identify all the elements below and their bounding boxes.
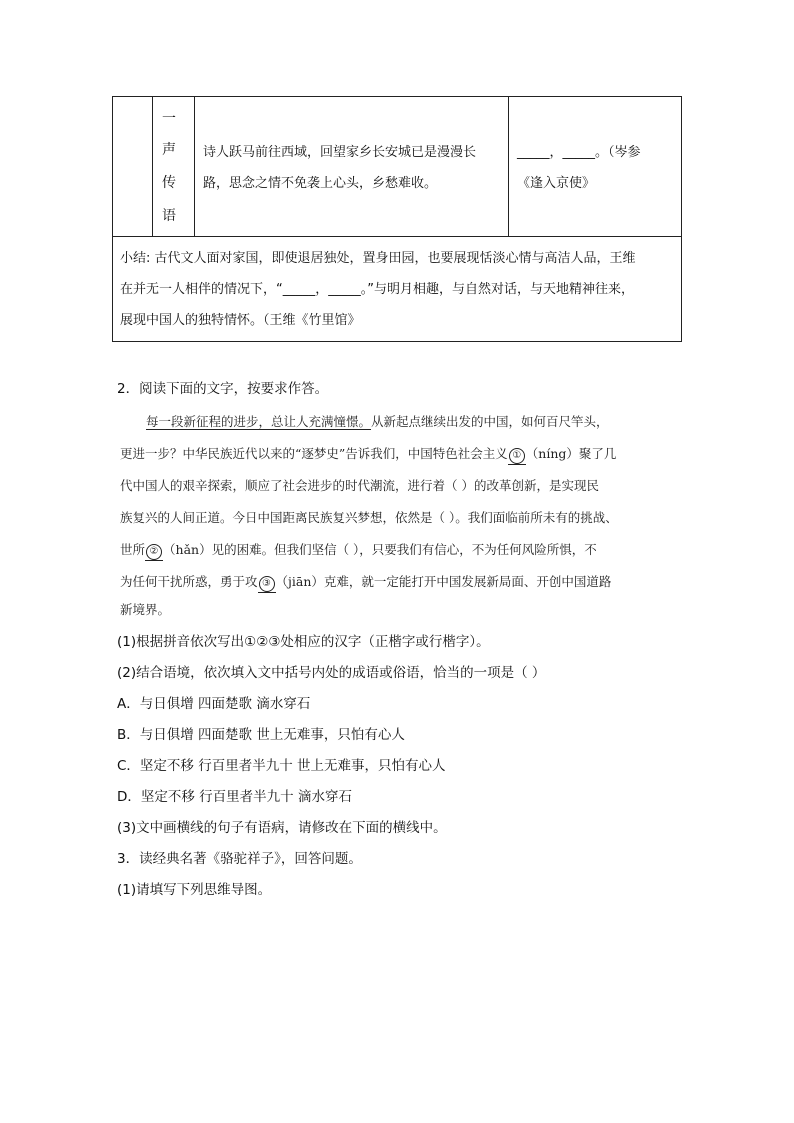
option-c: C．坚定不移 行百里者半九十 世上无难事，只怕有心人 xyxy=(117,758,446,774)
passage-line: 族复兴的人间正道。今日中国距离民族复兴梦想，依然是（ ）。我们面临前所未有的挑战、 xyxy=(120,510,618,525)
passage-text: 从新起点继续出发的中国，如何百尺竿头， xyxy=(371,414,609,429)
question-2-heading: 2．阅读下面的文字，按要求作答。 xyxy=(117,381,329,397)
passage-text: （jiān）克难，就一定能打开中国发展新局面、开创中国道路 xyxy=(275,574,612,589)
table-summary-row xyxy=(113,237,681,343)
passage-line xyxy=(120,542,597,561)
answer-line: 《逢入京使》 xyxy=(517,176,596,191)
passage-line xyxy=(146,414,609,430)
answer-blank-1 xyxy=(508,446,526,465)
passage-text: 为任何干扰所惑，勇于攻 xyxy=(120,574,258,589)
passage-text: 世所 xyxy=(120,542,146,557)
blank-number-3: ③ xyxy=(259,576,275,592)
title-char: 一 xyxy=(162,111,176,127)
question-2-sub-3: (3)文中画横线的句子有语病，请修改在下面的横线中。 xyxy=(117,820,447,836)
title-char: 声 xyxy=(162,142,176,158)
option-d: D．坚定不移 行百里者半九十 滴水穿石 xyxy=(117,789,352,805)
answer-blank-2 xyxy=(145,542,163,561)
answer-line: _____，_____。（岑参 xyxy=(517,145,641,160)
summary-line: 小结: 古代文人面对家国，即使退居独处，置身田园，也要展现恬淡心情与高洁人品，王维 xyxy=(120,251,636,266)
table-cell-description xyxy=(195,97,509,236)
question-2-sub-1: (1)根据拼音依次写出①②③处相应的汉字（正楷字或行楷字）。 xyxy=(117,634,490,650)
table-cell-answer xyxy=(509,97,681,236)
passage-line xyxy=(120,574,611,593)
passage-text: （hǎn）见的困难。但我们坚信（ ），只要我们有信心，不为任何风险所惧，不 xyxy=(163,542,597,557)
blank-number-2: ② xyxy=(146,544,162,560)
table-cell-blank xyxy=(113,97,153,236)
answer-blank-3 xyxy=(258,574,276,593)
underlined-sentence: 每一段新征程的进步，总让人充满憧憬。 xyxy=(146,414,372,429)
title-char: 传 xyxy=(162,175,176,191)
passage-text: （níng）聚了几 xyxy=(525,446,617,461)
passage-line xyxy=(120,446,616,465)
passage-line: 代中国人的艰辛探索，顺应了社会进步的时代潮流，进行着（ ）的改革创新，是实现民 xyxy=(120,478,599,493)
summary-line: 在并无一人相伴的情况下，“_____，_____。”与明月相趣，与自然对话，与天地精神往来， xyxy=(120,282,634,297)
option-a: A．与日俱增 四面楚歌 滴水穿石 xyxy=(117,696,311,712)
table-cell-title xyxy=(153,97,195,236)
summary-line: 展现中国人的独特情怀。（王维《竹里馆》 xyxy=(120,313,361,328)
description-line: 路，思念之情不免袭上心头，乡愁难收。 xyxy=(203,176,438,191)
question-2-sub-2: (2)结合语境，依次填入文中括号内处的成语或俗语，恰当的一项是（ ） xyxy=(117,665,546,681)
description-line: 诗人跃马前往西域，回望家乡长安城已是漫漫长 xyxy=(203,145,477,160)
passage-line: 新境界。 xyxy=(120,602,171,617)
question-3-heading: 3．读经典名著《骆驼祥子》，回答问题。 xyxy=(117,851,362,867)
option-b: B．与日俱增 四面楚歌 世上无难事，只怕有心人 xyxy=(117,727,405,743)
poetry-table xyxy=(112,96,682,342)
passage-text: 更进一步？中华民族近代以来的“逐梦史”告诉我们，中国特色社会主义 xyxy=(120,446,508,461)
title-char: 语 xyxy=(162,208,176,224)
blank-number-1: ① xyxy=(509,448,525,464)
table-row xyxy=(113,97,681,237)
question-3-sub-1: (1)请填写下列思维导图。 xyxy=(117,882,272,898)
